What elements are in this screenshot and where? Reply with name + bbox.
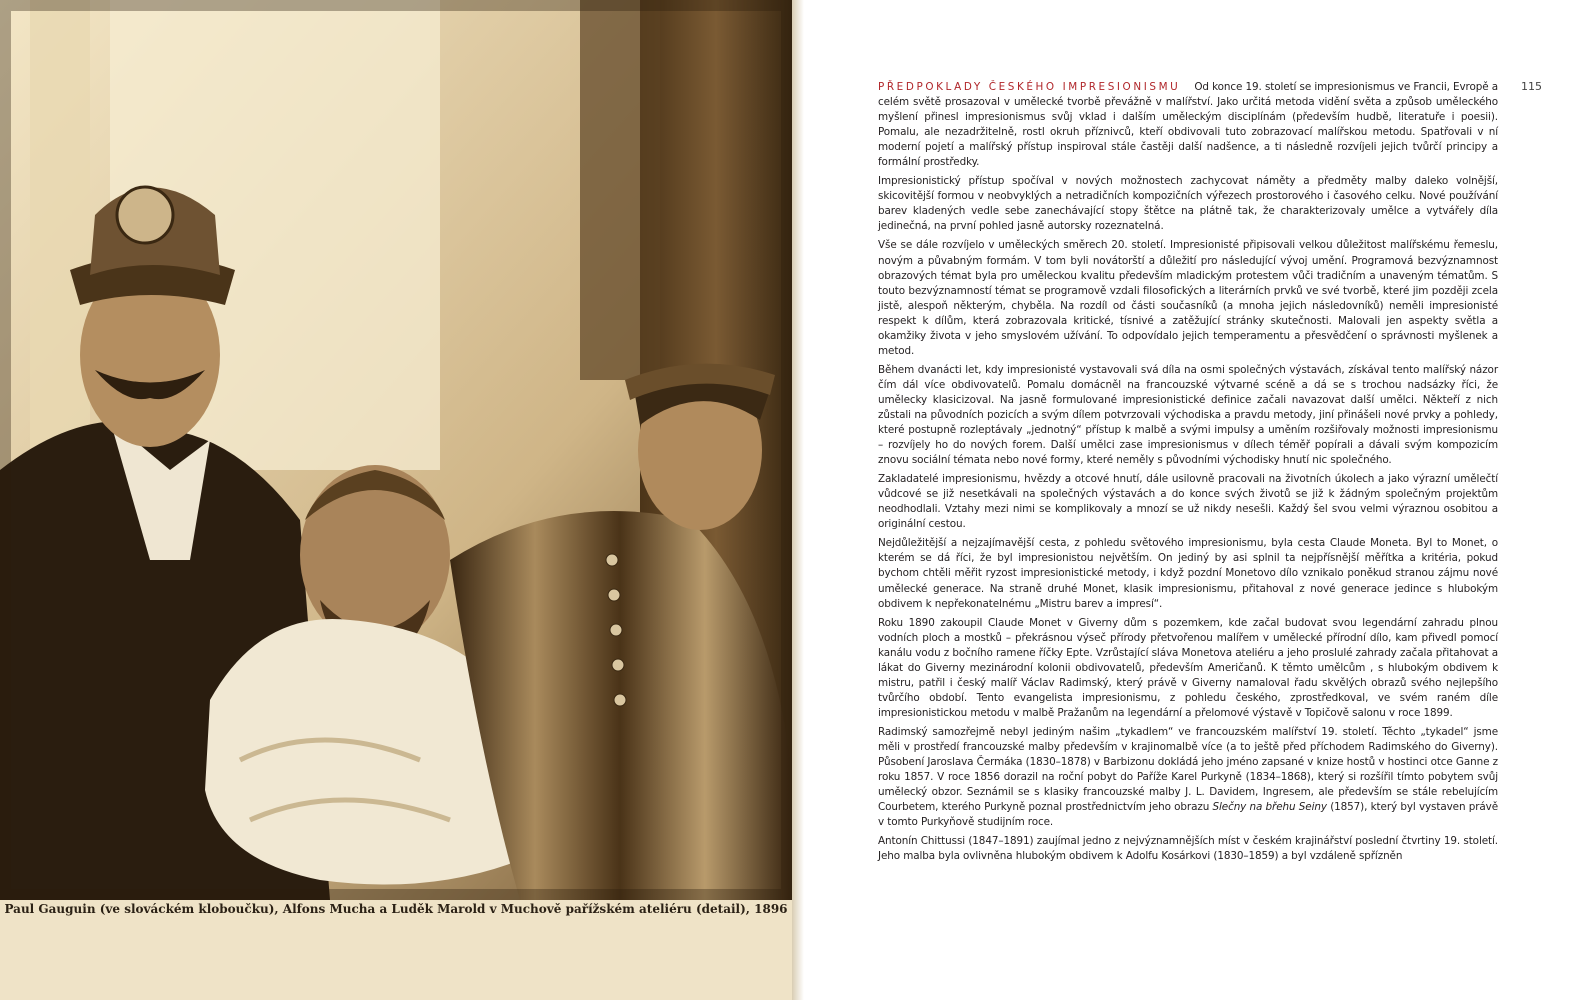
- paragraph-3: Vše se dále rozvíjelo v uměleckých směrech 20. století. Impresionisté připisovali velkou důležitost malířskému řemeslu, novým a půvabným formám. V tom byli novátorští a důležití pro následující vývoj umění. Programová bezvýznamnost obrazových témat byla pro uměleckou kvalitu především mladickým protestem vůči tradičním a unaveným tématům. S touto bezvýznamností témat se programově vzdali filosofických a literárních prvků ve své tvorbě, které jim později zcela jistě, alespoň některým, chyběla. Na rozdíl od části současníků (a mnoha jejich následovníků) neměli impresionisté respekt k dílům, která zobrazovala kritické, tísnivé a zatěžující stránky skutečnosti. Malovali jen aspekty světla a okamžiky života v jeho smyslovém užívání. To odpovídalo jejich temperamentu a přesvědčení o správnosti myšlenek a metod.: [878, 239, 1498, 357]
- historical-photograph: [0, 0, 792, 900]
- paragraph-8: [878, 725, 1498, 830]
- paragraph-8-text: Radimský samozřejmě nebyl jediným našim „tykadlem“ ve francouzském malířství 19. století. Těchto „tykadel“ jsme měli v prostředí francouzské malby především v krajinomalbě více (a to ještě před příchodem Radimského do Giverny). Působení Jaroslava Čermáka (1830–1878) v Barbizonu dokládá jeho jméno zapsané v knize hostů v hostinci otce Ganne z roku 1857. V roce 1856 dorazil na roční pobyt do Paříže Karel Purkyně (1834–1868), který si rozšířil tímto pobytem svůj umělecký obzor. Seznámil se s klasiky francouzské malby J. L. Davidem, Ingresem, ale především se stále rebelujícím Courbetem, kterého Purkyně poznal prostřednictvím jeho obrazu: [878, 725, 1498, 814]
- paragraph-6: Nejdůležitější a nejzajímavější cesta, z pohledu světového impresionismu, byla cesta Claude Moneta. Byl to Monet, o kterém se dá říci, že byl impresionistou největším. On jediný by asi splnil ta nejpřísnější měřítka a kritéria, pokud bychom chtěli měřit ryzost impresionistické metody, i když pozdní Monetovo dílo vznikalo poněkud stranou zájmu nové umělecké generace. Na straně druhé Monet, klasik impresionismu, přitahoval z nové generace jedince s hlubokým obdivem k nepřekonatelnému „Mistru barev a impresí“.: [878, 537, 1498, 610]
- right-page: [804, 0, 1580, 1000]
- book-gutter: [792, 0, 804, 1000]
- photo-illustration: [0, 0, 792, 900]
- paragraph-5: Zakladatelé impresionismu, hvězdy a otcové hnutí, dále usilovně pracovali na životních úkolech a jako výrazní umělečtí vůdcové se již nesetkávali na společných výstavách a do konce svých životů se již k žádným společným projektům neodhodlali. Vztahy mezi nimi se komplikovaly a mnozí se už nikdy nesešli. Každý šel svou velmi výraznou osobitou a originální cestou.: [878, 473, 1498, 531]
- page-number: 115: [1521, 80, 1542, 93]
- paragraph-9: Antonín Chittussi (1847–1891) zaujímal jedno z nejvýznamnějších míst v českém krajinářství poslední čtvrtiny 19. století. Jeho malba byla ovlivněna hlubokým obdivem k Adolfu Kosárkovi (1830–1859) a byl vzdáleně spřízněn: [878, 835, 1498, 863]
- paragraph-4: Během dvanácti let, kdy impresionisté vystavovali svá díla na osmi společných výstavách, získával tento malířský názor čím dál více obdivovatelů. Pomalu domácněl na francouzské výtvarné scéně a dá se s trochou nadsázky říci, že umělecky klasicizoval. Na jasně formulované impresionistické definice začali navazovat další umělci. Někteří z nich zůstali na původních pozicích a svým dílem potvrzovali východiska a pravdu metody, jiní přinášeli nové prvky a pohledy, které postupně rozleptávaly „jednotný“ přístup k malbě a svými impulsy a uměním rozšiřovaly možnosti impresionismu – rozvíjely ho do nových forem. Další umělci zase impresionismus v dílech téměř popírali a dávali svým kompozicím znovu sociální témata nebo nové formy, které neměly s původními východisky hnutí nic společného.: [878, 363, 1498, 467]
- paragraph-1: [878, 80, 1498, 170]
- paragraph-8-end: (1857), který byl vystaven právě v tomto Purkyňově studijním roce.: [878, 801, 1498, 829]
- section-heading: PŘEDPOKLADY ČESKÉHO IMPRESIONISMU: [878, 81, 1181, 93]
- paragraph-1-text: Od konce 19. století se impresionismus ve Francii, Evropě a celém světě prosazoval v umělecké tvorbě převážně v malířství. Jako určitá metoda vidění světa a způsob uměleckého myšlení přinesl impresionismus svůj vklad i dalším uměleckým disciplínám (především hudbě, literatuře i poesii). Pomalu, ale nezadržitelně, rostl okruh příznivců, kteří obdivovali tuto zobrazovací malířskou metodu. Spatřovali v ní moderní pojetí a malířský přístup inspiroval stále častěji další nadšence, a ti následně rozvíjeli jejich tvůrčí principy a formální prostředky.: [878, 81, 1499, 169]
- painting-title: Slečny na břehu Seiny: [1212, 801, 1327, 814]
- photo-caption: Paul Gauguin (ve slováckém kloboučku), Alfons Mucha a Luděk Marold v Muchově pařížském ateliéru (detail), 1896: [4, 902, 788, 916]
- paragraph-2: Impresionistický přístup spočíval v nových možnostech zachycovat náměty a předměty malby daleko volnější, skicovitější formou v neobvyklých a netradičních kompozičních výřezech prostorového i časového celku. Nové používání barev kladených vedle sebe zanechávající stopy štětce na plátně tak, že charakterizovaly umělce a vytvářely díla jedinečná, na první pohled jasně autorsky rozeznatelná.: [878, 175, 1498, 233]
- text-column: [878, 80, 1498, 868]
- paragraph-7: Roku 1890 zakoupil Claude Monet v Giverny dům s pozemkem, kde začal budovat svou legendární zahradu plnou vodních ploch a mostků – překrásnou výseč přírody přetvořenou malířem v umělecké přírodní dílo, kam přivedl pomocí kanálu vodu z bočního ramene říčky Epte. Vzrůstající sláva Monetova ateliéru a jeho proslulé zahrady začala přitahovat a lákat do Giverny mezinárodní kolonii obdivovatelů, především Američanů. K těmto umělcům , s hlubokým obdivem k mistru, patřil i český malíř Václav Radimský, který právě v Giverny namaloval řadu skvělých obrazů svého nejlepšího tvůrčího období. Tento evangelista impresionismu, z pohledu českého, zprostředkoval, ve svém raném díle impresionistickou metodu v malbě Pražanům na legendární a přelomové výstavě v Topičově salonu v roce 1899.: [878, 616, 1498, 719]
